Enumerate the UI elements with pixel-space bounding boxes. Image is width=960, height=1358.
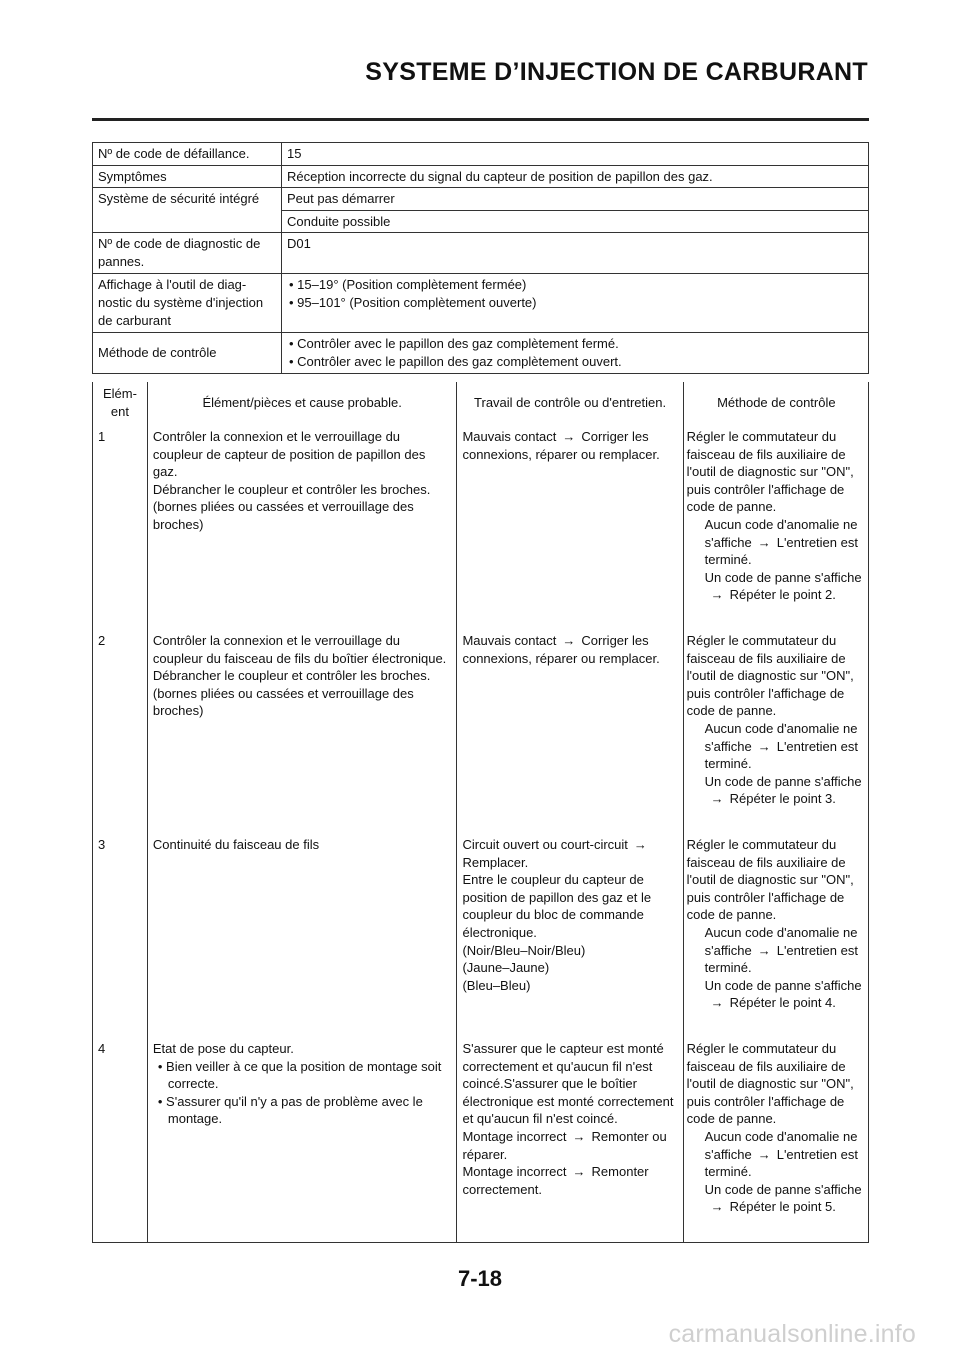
method-text: Régler le commutateur du faisceau de fils auxiliaire de l'outil de diagnostic sur "ON", puis contrôler l'affichage de code de panne.	[686, 837, 854, 923]
failsafe-value-start: Peut pas démarrer	[282, 188, 869, 211]
step-work	[457, 628, 683, 832]
arrow-icon: →	[757, 738, 771, 754]
step-method	[683, 832, 868, 1036]
header-method: Méthode de contrôle	[683, 382, 868, 424]
table-row	[93, 143, 869, 166]
arrow-icon: →	[572, 1164, 586, 1180]
method-text: Un code de panne s'affiche	[704, 773, 862, 789]
work-text: Remplacer.	[462, 854, 529, 870]
cause-text: Etat de pose du capteur.	[152, 1041, 294, 1056]
step-method	[683, 424, 868, 628]
symptoms-label: Symptômes	[93, 165, 282, 188]
display-value	[282, 274, 869, 333]
method-text: Répéter le point 5.	[729, 1199, 836, 1215]
arrow-icon: →	[757, 942, 771, 958]
fault-info-table	[92, 142, 869, 374]
step-work	[457, 424, 683, 628]
arrow-icon: →	[562, 429, 576, 444]
arrow-icon: →	[572, 1128, 586, 1144]
work-outcome	[462, 1163, 677, 1198]
check-steps-table	[92, 382, 869, 1243]
method-text: Régler le commutateur du faisceau de fils auxiliaire de l'outil de diagnostic sur "ON", puis contrôler l'affichage de code de panne.	[686, 1041, 854, 1127]
table-row	[93, 628, 869, 832]
failsafe-value-drive: Conduite possible	[282, 210, 869, 233]
work-text: Remonter ou réparer.	[462, 1128, 667, 1162]
method-outcome	[687, 1181, 866, 1216]
work-text: Mauvais contact	[462, 429, 557, 444]
method-text: Répéter le point 3.	[729, 791, 836, 807]
table-row	[93, 188, 869, 211]
method-value	[282, 333, 869, 373]
table-row	[93, 274, 869, 333]
symptoms-value: Réception incorrecte du signal du capteur de position de papillon des gaz.	[282, 165, 869, 188]
method-text: Répéter le point 4.	[729, 995, 836, 1011]
method-text: L'entretien est terminé.	[704, 534, 858, 568]
wire-color: (Noir/Bleu–Noir/Bleu)	[462, 942, 586, 958]
step-cause	[147, 832, 457, 1036]
display-line-closed: • 15–19° (Position complètement fermée)	[289, 277, 527, 293]
cause-text: Contrôler la connexion et le verrouillage du coupleur du faisceau de fils du boîtier électronique.	[152, 633, 447, 666]
diag-code-value: D01	[282, 233, 869, 274]
step-cause	[147, 628, 457, 832]
cause-bullet: • S'assurer qu'il n'y a pas de problème avec le montage.	[157, 1093, 423, 1127]
step-cause	[147, 424, 457, 628]
cause-text: Débrancher le coupleur et contrôler les broches. (bornes pliées ou cassées et verrouillage des broches)	[152, 668, 431, 719]
arrow-icon: →	[710, 791, 724, 807]
step-method	[683, 1036, 868, 1242]
arrow-icon: →	[562, 633, 576, 648]
work-text: Corriger les connexions, réparer ou remplacer.	[462, 633, 660, 666]
method-text: Un code de panne s'affiche	[704, 1181, 862, 1197]
work-text: Montage incorrect	[462, 1164, 567, 1180]
header-cause: Élément/pièces et cause probable.	[147, 382, 457, 424]
step-cause	[147, 1036, 457, 1242]
table-row	[93, 165, 869, 188]
method-outcome	[687, 569, 866, 604]
step-method	[683, 628, 868, 832]
method-text: Régler le commutateur du faisceau de fils auxiliaire de l'outil de diagnostic sur "ON", puis contrôler l'affichage de code de panne.	[686, 633, 854, 719]
display-line-open: • 95–101° (Position complètement ouverte)	[289, 294, 537, 310]
cause-text: Débrancher le coupleur et contrôler les broches. (bornes pliées ou cassées et verrouillage des broches)	[152, 481, 431, 532]
table-row	[93, 424, 869, 628]
step-number: 2	[93, 628, 148, 832]
method-text: L'entretien est terminé.	[704, 942, 858, 976]
table-row	[93, 1036, 869, 1242]
step-number: 4	[93, 1036, 148, 1242]
work-text: S'assurer que le capteur est monté correctement et qu'aucun fil n'est coincé.S'assurer que le boîtier électronique est monté correctement et qu'aucun fil n'est coincé.	[462, 1041, 674, 1127]
work-text: Corriger les connexions, réparer ou remplacer.	[462, 429, 660, 462]
arrow-icon: →	[757, 1146, 771, 1162]
display-label: Affichage à l'outil de diag-nostic du système d'injection de carburant	[93, 274, 282, 333]
failsafe-label: Système de sécurité intégré	[93, 188, 282, 233]
work-text: Montage incorrect	[462, 1128, 567, 1144]
work-text: Mauvais contact	[462, 633, 557, 648]
step-number: 1	[93, 424, 148, 628]
method-label: Méthode de contrôle	[93, 333, 282, 373]
method-outcome	[687, 516, 866, 569]
method-text: L'entretien est terminé.	[704, 1146, 858, 1180]
header-rule	[92, 118, 869, 121]
method-text: Un code de panne s'affiche	[704, 569, 862, 585]
method-outcome	[687, 773, 866, 808]
table-row	[93, 832, 869, 1036]
work-text: Entre le coupleur du capteur de position de papillon des gaz et le coupleur du bloc de commande électronique.	[462, 872, 652, 940]
arrow-icon: →	[633, 837, 647, 852]
table-row	[93, 333, 869, 373]
arrow-icon: →	[710, 587, 724, 603]
method-line-open: • Contrôler avec le papillon des gaz complètement ouvert.	[289, 353, 622, 369]
method-text: Aucun code d'anomalie ne s'affiche	[704, 720, 858, 754]
header-item: Elém-ent	[93, 382, 148, 424]
header-work: Travail de contrôle ou d'entretien.	[457, 382, 683, 424]
method-outcome	[687, 1128, 866, 1181]
table-row	[93, 233, 869, 274]
wire-color: (Jaune–Jaune)	[462, 960, 550, 976]
method-outcome	[687, 720, 866, 773]
method-text: Régler le commutateur du faisceau de fils auxiliaire de l'outil de diagnostic sur "ON", puis contrôler l'affichage de code de panne.	[686, 429, 854, 515]
table-header-row	[93, 382, 869, 424]
cause-text: Contrôler la connexion et le verrouillage du coupleur de capteur de position de papillon des gaz.	[152, 429, 426, 480]
code-label: Nº de code de défaillance.	[93, 143, 282, 166]
page-title: SYSTEME D’INJECTION DE CARBURANT	[365, 58, 868, 86]
diag-code-label: Nº de code de diagnostic de pannes.	[93, 233, 282, 274]
method-line-closed: • Contrôler avec le papillon des gaz complètement fermé.	[289, 336, 619, 352]
work-text: Circuit ouvert ou court-circuit	[462, 837, 628, 852]
cause-text: Continuité du faisceau de fils	[152, 837, 320, 852]
method-outcome	[687, 977, 866, 1012]
step-work	[457, 1036, 683, 1242]
arrow-icon: →	[710, 995, 724, 1011]
step-work	[457, 832, 683, 1036]
code-value: 15	[282, 143, 869, 166]
method-text: Aucun code d'anomalie ne s'affiche	[704, 924, 858, 958]
arrow-icon: →	[710, 1199, 724, 1215]
wire-color: (Bleu–Bleu)	[462, 977, 531, 993]
method-outcome	[687, 924, 866, 977]
watermark: carmanualsonline.info	[668, 1320, 916, 1348]
method-text: Aucun code d'anomalie ne s'affiche	[704, 516, 858, 550]
step-number: 3	[93, 832, 148, 1036]
method-text: Répéter le point 2.	[729, 587, 836, 603]
arrow-icon: →	[757, 534, 771, 550]
method-text: L'entretien est terminé.	[704, 738, 858, 772]
work-text: Remonter correctement.	[462, 1164, 649, 1197]
method-text: Un code de panne s'affiche	[704, 977, 862, 993]
page-number: 7-18	[457, 1266, 503, 1291]
method-text: Aucun code d'anomalie ne s'affiche	[704, 1128, 858, 1162]
cause-bullet: • Bien veiller à ce que la position de montage soit correcte.	[157, 1058, 442, 1092]
work-outcome	[462, 1128, 677, 1163]
